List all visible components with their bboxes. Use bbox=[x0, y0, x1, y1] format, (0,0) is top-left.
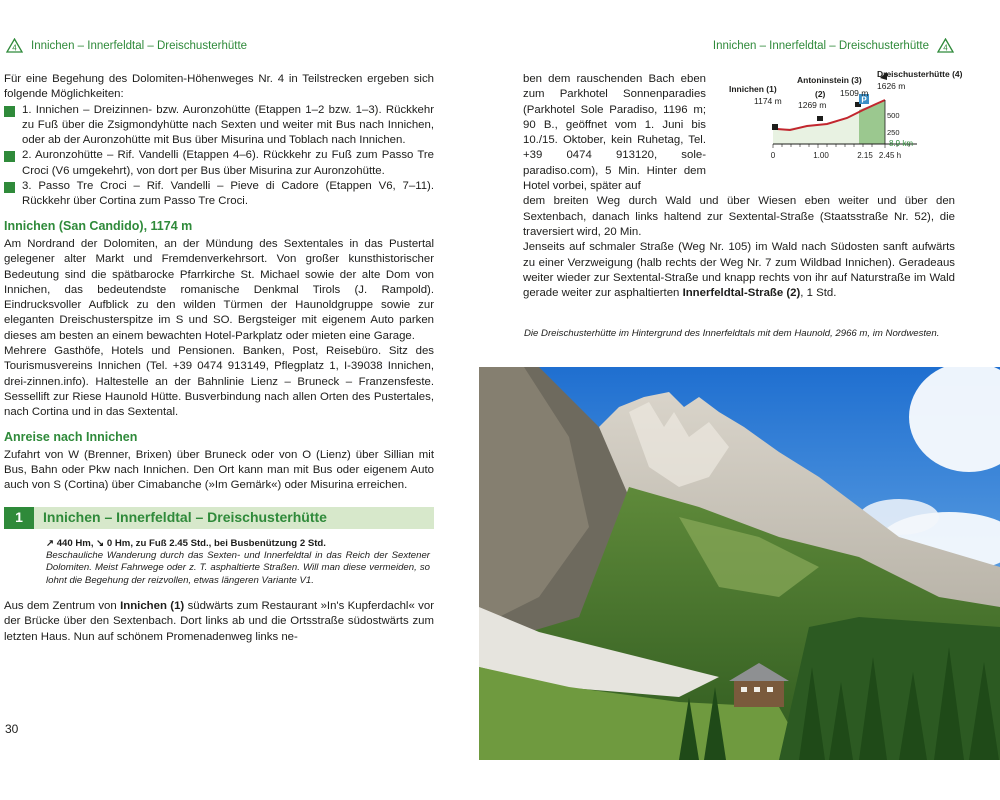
profile-alt-innichen: 1174 m bbox=[754, 96, 782, 106]
running-head-left bbox=[6, 38, 247, 53]
route-info bbox=[4, 538, 434, 587]
route-start-text-rest: südwärts zum Restaurant »In's Kupferdachl« vor der Brücke über den Sextenbach. Dort links ab und die Ortsstraße südostwärts zum letzten Haus. Nun auf schönem Promenadenweg links ne- bbox=[4, 599, 434, 643]
option-item bbox=[4, 103, 434, 149]
anreise-paragraph: Zufahrt von W (Brenner, Brixen) über Bruneck oder von O (Lienz) über Sillian mit Bus, Bahn oder Pkw nach Innichen. Den Ort kann man mit Bus oder eigenem Auto auch von S (Cortina) über Cimabanche (»Im Gemärk«) oder Misurina erreichen. bbox=[4, 448, 434, 492]
svg-text:4: 4 bbox=[943, 43, 948, 53]
route-number: 1 bbox=[4, 507, 34, 529]
profile-label-point-2: (2) bbox=[815, 89, 826, 99]
route-stats: ↗ 440 Hm, ↘ 0 Hm, zu Fuß 2.45 Std., bei Busbenützung 2 Std. bbox=[46, 537, 326, 549]
profile-label-antoninstein: Antoninstein (3) bbox=[797, 75, 862, 85]
profile-alt-antoninstein: 1509 m bbox=[840, 88, 869, 98]
route-title: Innichen – Innerfeldtal – Dreischusterhütte bbox=[43, 509, 327, 526]
profile-distance: 8.9 km bbox=[889, 139, 914, 148]
running-head-right-title: Innichen – Innerfeldtal – Dreischusterhütte bbox=[712, 39, 929, 52]
innichen-facilities-paragraph: Mehrere Gasthöfe, Hotels und Pensionen. Banken, Post, Reisebüro. Sitz des Tourismusvereins Innichen (Tel. +39 0474 913149, Pflegplatz 1, I-39038 Innichen, drei-zinnen.info). Haltestelle an der Bahnlinie Lienz – Bruneck – Franzensfeste. Sessellift zur Riese Haunold Hütte. Busverbindung nach allen Orten des Pustertales, nach Cortina und in das Sextental. bbox=[4, 345, 434, 419]
green-square-bullet-icon bbox=[4, 182, 15, 193]
innichen-heading: Innichen (San Candido), 1174 m bbox=[4, 218, 193, 233]
stage-triangle-icon bbox=[6, 38, 23, 53]
elevation-profile bbox=[727, 66, 977, 166]
innichen-paragraph: Am Nordrand der Dolomiten, an der Mündung des Sextentales in das Pustertal gelegener alter Markt und Fremdenverkehrsort. Von großer kunsthistorischer Bedeutung sind die spätbarocke Pfarrkirche St. Michael sowie der alte Dom von Innichen, das bedeutendste romanische Denkmal Tirols (J. Rampold). Eindrucksvoller Aufblick zu den wilden Türmen der Haunoldgruppe sowie zur eleganten Dreischusterspitze im S und SO. Bergsteiger mit eigenem Auto parken dieses am besten an einem bewachten Hotel-Parkplatz oder mieten eine Garage. bbox=[4, 237, 434, 342]
waypoint-innerfeldtal: Innerfeldtal-Straße (2) bbox=[682, 287, 801, 300]
profile-alt-point-2: 1269 m bbox=[798, 100, 827, 110]
anreise-heading: Anreise nach Innichen bbox=[4, 429, 138, 444]
route-description: Beschauliche Wanderung durch das Sexten- und Innerfeldtal in das Reich der Sextener Dolomiten. Meist Fahrwege oder z. T. asphaltierte Straßen. Will man diese vermeiden, so lohnt die Begehung der reizvollen, etwas längeren Variante V1. bbox=[46, 550, 430, 586]
mountain-valley-photo bbox=[479, 367, 1000, 760]
intro-paragraph: Für eine Begehung des Dolomiten-Höhenweges Nr. 4 in Teilstrecken ergeben sich folgende Möglichkeiten: bbox=[4, 73, 434, 101]
profile-time-tick: 2.45 h bbox=[878, 151, 902, 160]
church-icon bbox=[772, 124, 778, 130]
route-continuation-paragraph-2 bbox=[523, 240, 955, 301]
option-text: 2. Auronzohütte – Rif. Vandelli (Etappen 4–6). Rückkehr zu Fuß zum Passo Tre Croci (V6 umgekehrt), von dort per Bus über Misurina zur Auronzohütte. bbox=[22, 149, 434, 177]
route-continuation-paragraph: dem breiten Weg durch Wald und über Wiesen eben weiter und über den Sextenbach, danach links haltend zur Sextental-Straße (Staatsstraße Nr. 52), die traversiert wird, 20 Min. bbox=[523, 195, 955, 238]
profile-scale-500: 500 bbox=[887, 111, 900, 120]
profile-time-tick: 1.00 bbox=[813, 151, 829, 160]
running-head-right bbox=[713, 38, 954, 53]
option-item bbox=[4, 179, 434, 210]
left-page-column bbox=[4, 72, 434, 645]
green-square-bullet-icon bbox=[4, 151, 15, 162]
waypoint-innichen: Innichen (1) bbox=[120, 599, 185, 612]
stage-triangle-icon bbox=[937, 38, 954, 53]
profile-time-tick: 0 bbox=[770, 151, 776, 160]
option-text: 3. Passo Tre Croci – Rif. Vandelli – Pieve di Cadore (Etappen V6, 7–11). Rückkehr über Cortina zum Passo Tre Croci. bbox=[22, 180, 434, 208]
bus-icon bbox=[817, 116, 823, 121]
route-cont-text-rest: , 1 Std. bbox=[800, 287, 837, 300]
profile-alt-hut: 1626 m bbox=[877, 81, 906, 91]
option-item bbox=[4, 148, 434, 179]
option-text: 1. Innichen – Dreizinnen- bzw. Auronzohütte (Etappen 1–2 bzw. 1–3). Rückkehr zu Fuß über die Zsigmondyhütte nach Sexten und weiter mit Bus nach Innichen, oder ab der Auronzohütte mit Bus über Misurina und Toblach nach Innichen. bbox=[22, 103, 434, 147]
dreischusterhuette-building bbox=[734, 679, 784, 707]
profile-label-innichen: Innichen (1) bbox=[729, 84, 777, 94]
route-continuation-narrow: ben dem rauschenden Bach eben zum Parkhotel Sonnenparadies (Parkhotel Sole Paradiso, 1196 m; 90 B., geöffnet vom 1. Juni bis 10./15. Oktober, kein Ruhetag, Tel. +39 0474 913120, sole-paradiso.com), 5 Min. Hinter dem Hotel vorbei, später auf bbox=[523, 73, 706, 193]
running-head-left-title: Innichen – Innerfeldtal – Dreischusterhütte bbox=[31, 39, 248, 52]
profile-scale-250: 250 bbox=[887, 128, 900, 137]
green-square-bullet-icon bbox=[4, 106, 15, 117]
profile-time-tick: 2.15 bbox=[857, 151, 873, 160]
parking-label: P bbox=[861, 95, 867, 105]
svg-text:4: 4 bbox=[12, 43, 17, 53]
page-number: 30 bbox=[5, 722, 19, 736]
photo-caption: Die Dreischusterhütte im Hintergrund des Innerfeldtals mit dem Haunold, 2966 m, im Nordwesten. bbox=[524, 328, 940, 339]
route-title-bar bbox=[4, 507, 434, 529]
profile-label-hut: Dreischusterhütte (4) bbox=[877, 69, 963, 79]
route-cont-text: Jenseits auf schmaler Straße (Weg Nr. 105) im Wald nach Südosten sanft aufwärts zu einer Verzweigung (halb rechts der Weg Nr. 7 zum Wildbad Innichen). Geradeaus weiter wieder zur Sextental-Straße und knapp rechts von ihr auf Naturstraße im Wald gerade weiter zur asphaltierten bbox=[523, 241, 955, 300]
route-start-text: Aus dem Zentrum von bbox=[4, 599, 121, 612]
route-start-paragraph bbox=[4, 599, 434, 645]
